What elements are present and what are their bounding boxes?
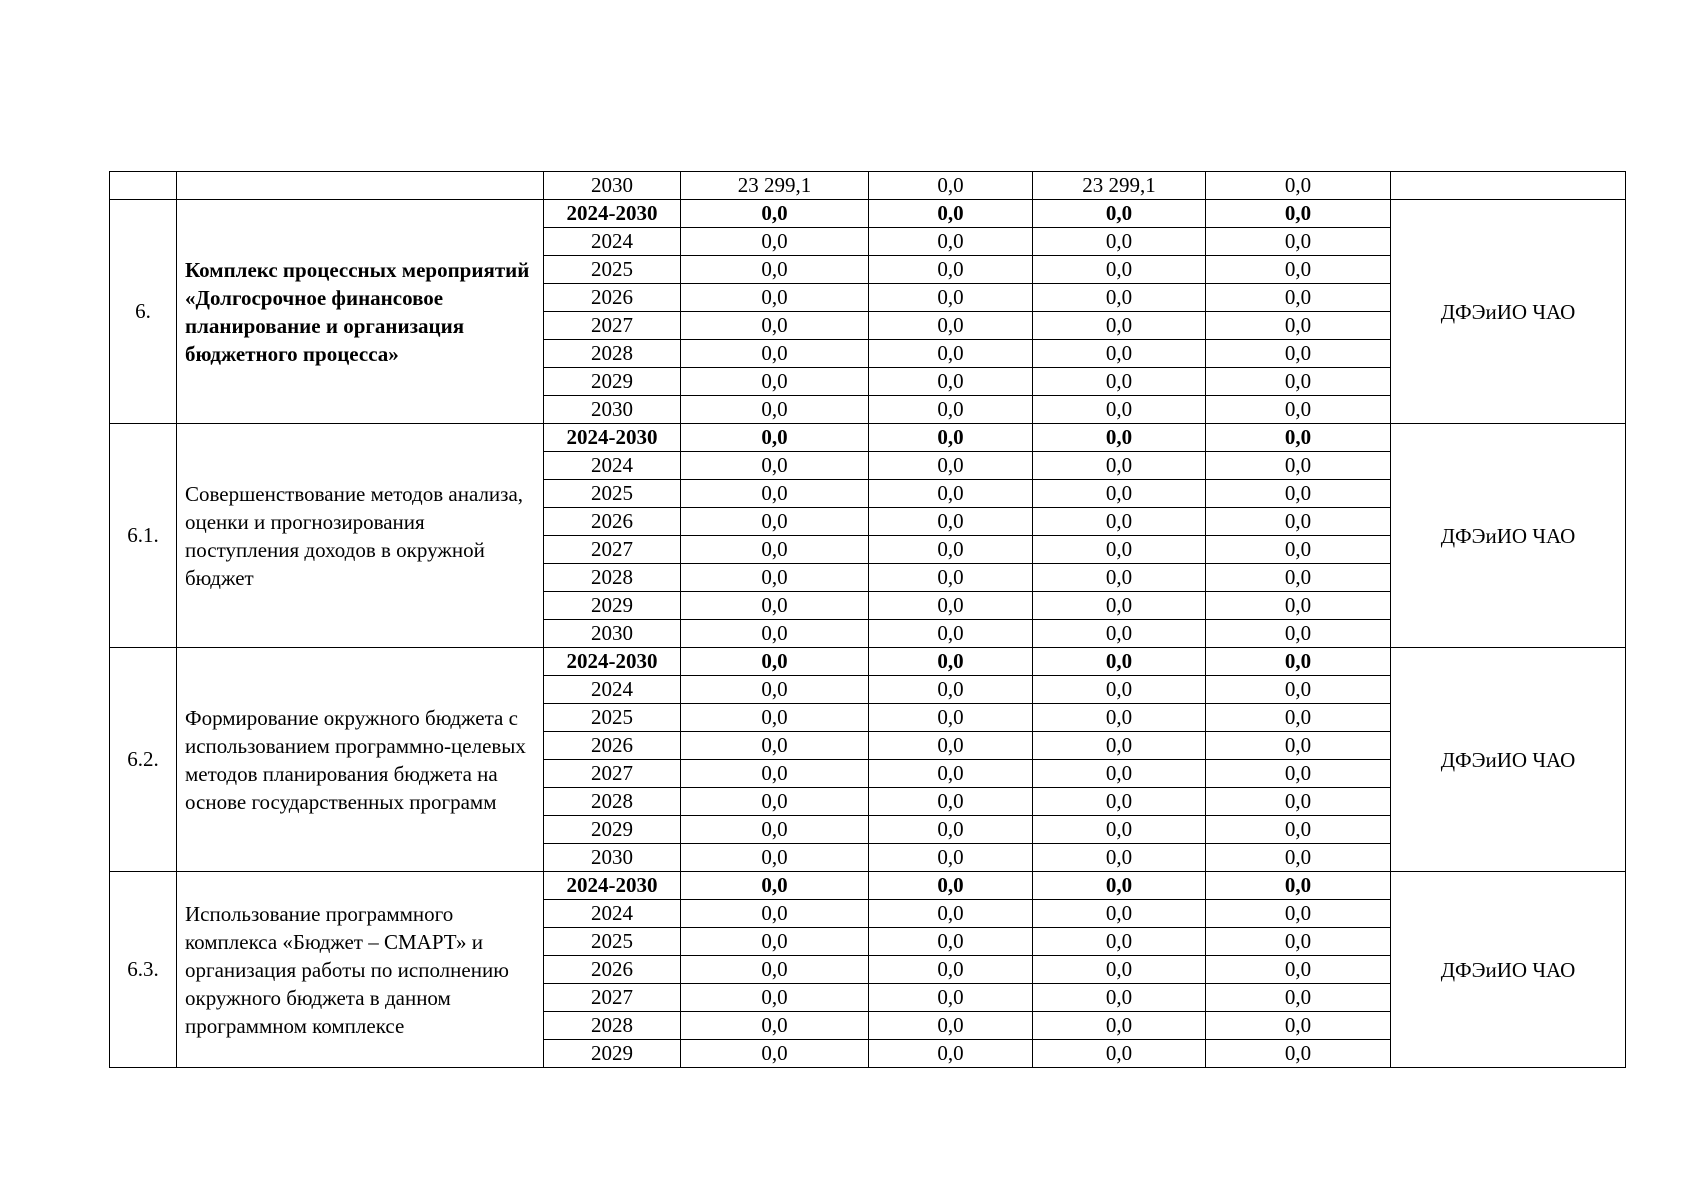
- value-cell-total: 0,0: [681, 340, 869, 368]
- value-cell-district: 0,0: [1033, 872, 1206, 900]
- value-cell-other: 0,0: [1206, 228, 1391, 256]
- value-cell-other: 0,0: [1206, 1012, 1391, 1040]
- section-name: Использование программного комплекса «Бюджет – СМАРТ» и организация работы по исполнению окружного бюджета в данном программном комплексе: [177, 872, 544, 1068]
- table-row: [110, 424, 1626, 452]
- value-cell-district: 0,0: [1033, 928, 1206, 956]
- executor-cell: ДФЭиИО ЧАО: [1391, 200, 1626, 424]
- value-cell-federal: 0,0: [869, 844, 1033, 872]
- value-cell-total: 0,0: [681, 872, 869, 900]
- value-cell-other: 0,0: [1206, 844, 1391, 872]
- executor-cell: ДФЭиИО ЧАО: [1391, 872, 1626, 1068]
- value-cell-other: 0,0: [1206, 1040, 1391, 1068]
- value-cell-total: 0,0: [681, 956, 869, 984]
- year-cell: 2024-2030: [544, 424, 681, 452]
- value-cell-district: 0,0: [1033, 536, 1206, 564]
- value-cell-federal: 0,0: [869, 340, 1033, 368]
- value-cell-federal: 0,0: [869, 480, 1033, 508]
- value-cell-federal: 0,0: [869, 564, 1033, 592]
- value-cell-district: 0,0: [1033, 452, 1206, 480]
- value-cell-district: 0,0: [1033, 592, 1206, 620]
- value-cell-other: 0,0: [1206, 872, 1391, 900]
- year-cell: 2024-2030: [544, 200, 681, 228]
- value-cell-other: 0,0: [1206, 956, 1391, 984]
- year-cell: 2026: [544, 732, 681, 760]
- section-number: 6.: [110, 200, 177, 424]
- year-cell: 2026: [544, 284, 681, 312]
- value-cell-district: 0,0: [1033, 200, 1206, 228]
- name-cell: [177, 172, 544, 200]
- value-cell-district: 0,0: [1033, 704, 1206, 732]
- value-cell-other: 0,0: [1206, 536, 1391, 564]
- value-cell-other: 0,0: [1206, 564, 1391, 592]
- value-cell-other: 0,0: [1206, 312, 1391, 340]
- value-cell-other: 0,0: [1206, 368, 1391, 396]
- value-cell-other: 0,0: [1206, 732, 1391, 760]
- value-cell-federal: 0,0: [869, 648, 1033, 676]
- value-cell-federal: 0,0: [869, 928, 1033, 956]
- year-cell: 2030: [544, 844, 681, 872]
- value-cell-total: 0,0: [681, 1012, 869, 1040]
- value-cell-total: 0,0: [681, 900, 869, 928]
- value-cell-other: 0,0: [1206, 592, 1391, 620]
- value-cell-total: 0,0: [681, 676, 869, 704]
- value-cell-other: 0,0: [1206, 760, 1391, 788]
- value-cell-other: 0,0: [1206, 340, 1391, 368]
- year-cell: 2027: [544, 760, 681, 788]
- value-cell-district: 0,0: [1033, 396, 1206, 424]
- value-cell-district: 0,0: [1033, 312, 1206, 340]
- value-cell-federal: 0,0: [869, 172, 1033, 200]
- value-cell-total: 0,0: [681, 480, 869, 508]
- value-cell-other: 0,0: [1206, 396, 1391, 424]
- value-cell-district: 0,0: [1033, 900, 1206, 928]
- table-row: [110, 872, 1626, 900]
- value-cell-federal: 0,0: [869, 900, 1033, 928]
- value-cell-other: 0,0: [1206, 452, 1391, 480]
- value-cell-total: 0,0: [681, 312, 869, 340]
- value-cell-federal: 0,0: [869, 760, 1033, 788]
- value-cell-other: 0,0: [1206, 676, 1391, 704]
- value-cell-federal: 0,0: [869, 620, 1033, 648]
- value-cell-district: 0,0: [1033, 424, 1206, 452]
- budget-table: [109, 171, 1626, 1068]
- year-cell: 2024: [544, 452, 681, 480]
- year-cell: 2025: [544, 704, 681, 732]
- value-cell-total: 0,0: [681, 844, 869, 872]
- section-number: 6.3.: [110, 872, 177, 1068]
- value-cell-total: 0,0: [681, 620, 869, 648]
- table-row: [110, 200, 1626, 228]
- value-cell-federal: 0,0: [869, 368, 1033, 396]
- value-cell-total: 0,0: [681, 816, 869, 844]
- year-cell: 2027: [544, 984, 681, 1012]
- value-cell-total: 0,0: [681, 648, 869, 676]
- year-cell: 2026: [544, 508, 681, 536]
- value-cell-other: 0,0: [1206, 984, 1391, 1012]
- number-cell: [110, 172, 177, 200]
- value-cell-district: 0,0: [1033, 984, 1206, 1012]
- value-cell-total: 0,0: [681, 788, 869, 816]
- year-cell: 2029: [544, 368, 681, 396]
- value-cell-total: 0,0: [681, 760, 869, 788]
- value-cell-federal: 0,0: [869, 1040, 1033, 1068]
- value-cell-district: 0,0: [1033, 1012, 1206, 1040]
- year-cell: 2025: [544, 480, 681, 508]
- year-cell: 2027: [544, 312, 681, 340]
- year-cell: 2030: [544, 396, 681, 424]
- value-cell-federal: 0,0: [869, 228, 1033, 256]
- value-cell-district: 0,0: [1033, 564, 1206, 592]
- value-cell-other: 0,0: [1206, 816, 1391, 844]
- value-cell-total: 0,0: [681, 368, 869, 396]
- value-cell-federal: 0,0: [869, 956, 1033, 984]
- year-cell: 2028: [544, 340, 681, 368]
- value-cell-other: 0,0: [1206, 620, 1391, 648]
- value-cell-district: 0,0: [1033, 1040, 1206, 1068]
- value-cell-other: 0,0: [1206, 900, 1391, 928]
- value-cell-total: 0,0: [681, 592, 869, 620]
- value-cell-total: 0,0: [681, 256, 869, 284]
- value-cell-federal: 0,0: [869, 984, 1033, 1012]
- value-cell-other: 0,0: [1206, 928, 1391, 956]
- value-cell-other: 0,0: [1206, 704, 1391, 732]
- value-cell-total: 0,0: [681, 536, 869, 564]
- value-cell-federal: 0,0: [869, 676, 1033, 704]
- year-cell: 2025: [544, 256, 681, 284]
- year-cell: 2024: [544, 900, 681, 928]
- value-cell-federal: 0,0: [869, 732, 1033, 760]
- value-cell-total: 0,0: [681, 732, 869, 760]
- year-cell: 2024-2030: [544, 872, 681, 900]
- value-cell-district: 0,0: [1033, 844, 1206, 872]
- section-number: 6.2.: [110, 648, 177, 872]
- year-cell: 2030: [544, 172, 681, 200]
- value-cell-other: 0,0: [1206, 256, 1391, 284]
- executor-cell: [1391, 172, 1626, 200]
- value-cell-other: 0,0: [1206, 284, 1391, 312]
- value-cell-total: 0,0: [681, 228, 869, 256]
- year-cell: 2024: [544, 676, 681, 704]
- value-cell-total: 23 299,1: [681, 172, 869, 200]
- year-cell: 2026: [544, 956, 681, 984]
- value-cell-total: 0,0: [681, 200, 869, 228]
- value-cell-total: 0,0: [681, 508, 869, 536]
- value-cell-federal: 0,0: [869, 200, 1033, 228]
- value-cell-federal: 0,0: [869, 508, 1033, 536]
- table-row-top: [110, 172, 1626, 200]
- value-cell-district: 0,0: [1033, 368, 1206, 396]
- value-cell-district: 0,0: [1033, 228, 1206, 256]
- value-cell-district: 0,0: [1033, 480, 1206, 508]
- value-cell-total: 0,0: [681, 1040, 869, 1068]
- value-cell-other: 0,0: [1206, 788, 1391, 816]
- value-cell-district: 0,0: [1033, 256, 1206, 284]
- value-cell-federal: 0,0: [869, 704, 1033, 732]
- value-cell-total: 0,0: [681, 928, 869, 956]
- value-cell-federal: 0,0: [869, 312, 1033, 340]
- value-cell-district: 0,0: [1033, 340, 1206, 368]
- value-cell-district: 0,0: [1033, 732, 1206, 760]
- value-cell-district: 0,0: [1033, 620, 1206, 648]
- value-cell-district: 0,0: [1033, 760, 1206, 788]
- value-cell-district: 0,0: [1033, 816, 1206, 844]
- value-cell-federal: 0,0: [869, 536, 1033, 564]
- value-cell-federal: 0,0: [869, 788, 1033, 816]
- value-cell-federal: 0,0: [869, 396, 1033, 424]
- value-cell-total: 0,0: [681, 704, 869, 732]
- value-cell-federal: 0,0: [869, 284, 1033, 312]
- value-cell-other: 0,0: [1206, 200, 1391, 228]
- value-cell-total: 0,0: [681, 284, 869, 312]
- value-cell-federal: 0,0: [869, 872, 1033, 900]
- year-cell: 2029: [544, 816, 681, 844]
- executor-cell: ДФЭиИО ЧАО: [1391, 424, 1626, 648]
- value-cell-district: 0,0: [1033, 676, 1206, 704]
- table-row: [110, 648, 1626, 676]
- year-cell: 2030: [544, 620, 681, 648]
- section-name: Совершенствование методов анализа, оценки и прогнозирования поступления доходов в окружной бюджет: [177, 424, 544, 648]
- value-cell-other: 0,0: [1206, 172, 1391, 200]
- value-cell-federal: 0,0: [869, 256, 1033, 284]
- year-cell: 2028: [544, 1012, 681, 1040]
- value-cell-other: 0,0: [1206, 508, 1391, 536]
- section-number: 6.1.: [110, 424, 177, 648]
- year-cell: 2024: [544, 228, 681, 256]
- value-cell-other: 0,0: [1206, 424, 1391, 452]
- value-cell-total: 0,0: [681, 396, 869, 424]
- year-cell: 2028: [544, 788, 681, 816]
- section-name: Комплекс процессных мероприятий «Долгосрочное финансовое планирование и организация бюджетного процесса»: [177, 200, 544, 424]
- value-cell-total: 0,0: [681, 452, 869, 480]
- value-cell-federal: 0,0: [869, 816, 1033, 844]
- value-cell-district: 23 299,1: [1033, 172, 1206, 200]
- value-cell-district: 0,0: [1033, 956, 1206, 984]
- value-cell-federal: 0,0: [869, 592, 1033, 620]
- year-cell: 2024-2030: [544, 648, 681, 676]
- year-cell: 2029: [544, 1040, 681, 1068]
- value-cell-federal: 0,0: [869, 1012, 1033, 1040]
- value-cell-district: 0,0: [1033, 788, 1206, 816]
- value-cell-federal: 0,0: [869, 424, 1033, 452]
- year-cell: 2028: [544, 564, 681, 592]
- executor-cell: ДФЭиИО ЧАО: [1391, 648, 1626, 872]
- year-cell: 2027: [544, 536, 681, 564]
- year-cell: 2025: [544, 928, 681, 956]
- value-cell-total: 0,0: [681, 564, 869, 592]
- value-cell-other: 0,0: [1206, 648, 1391, 676]
- value-cell-total: 0,0: [681, 984, 869, 1012]
- value-cell-other: 0,0: [1206, 480, 1391, 508]
- value-cell-total: 0,0: [681, 424, 869, 452]
- section-name: Формирование окружного бюджета с использованием программно-целевых методов планирования бюджета на основе государственных программ: [177, 648, 544, 872]
- value-cell-district: 0,0: [1033, 508, 1206, 536]
- value-cell-district: 0,0: [1033, 648, 1206, 676]
- year-cell: 2029: [544, 592, 681, 620]
- budget-table-body: [110, 172, 1626, 1068]
- value-cell-district: 0,0: [1033, 284, 1206, 312]
- value-cell-federal: 0,0: [869, 452, 1033, 480]
